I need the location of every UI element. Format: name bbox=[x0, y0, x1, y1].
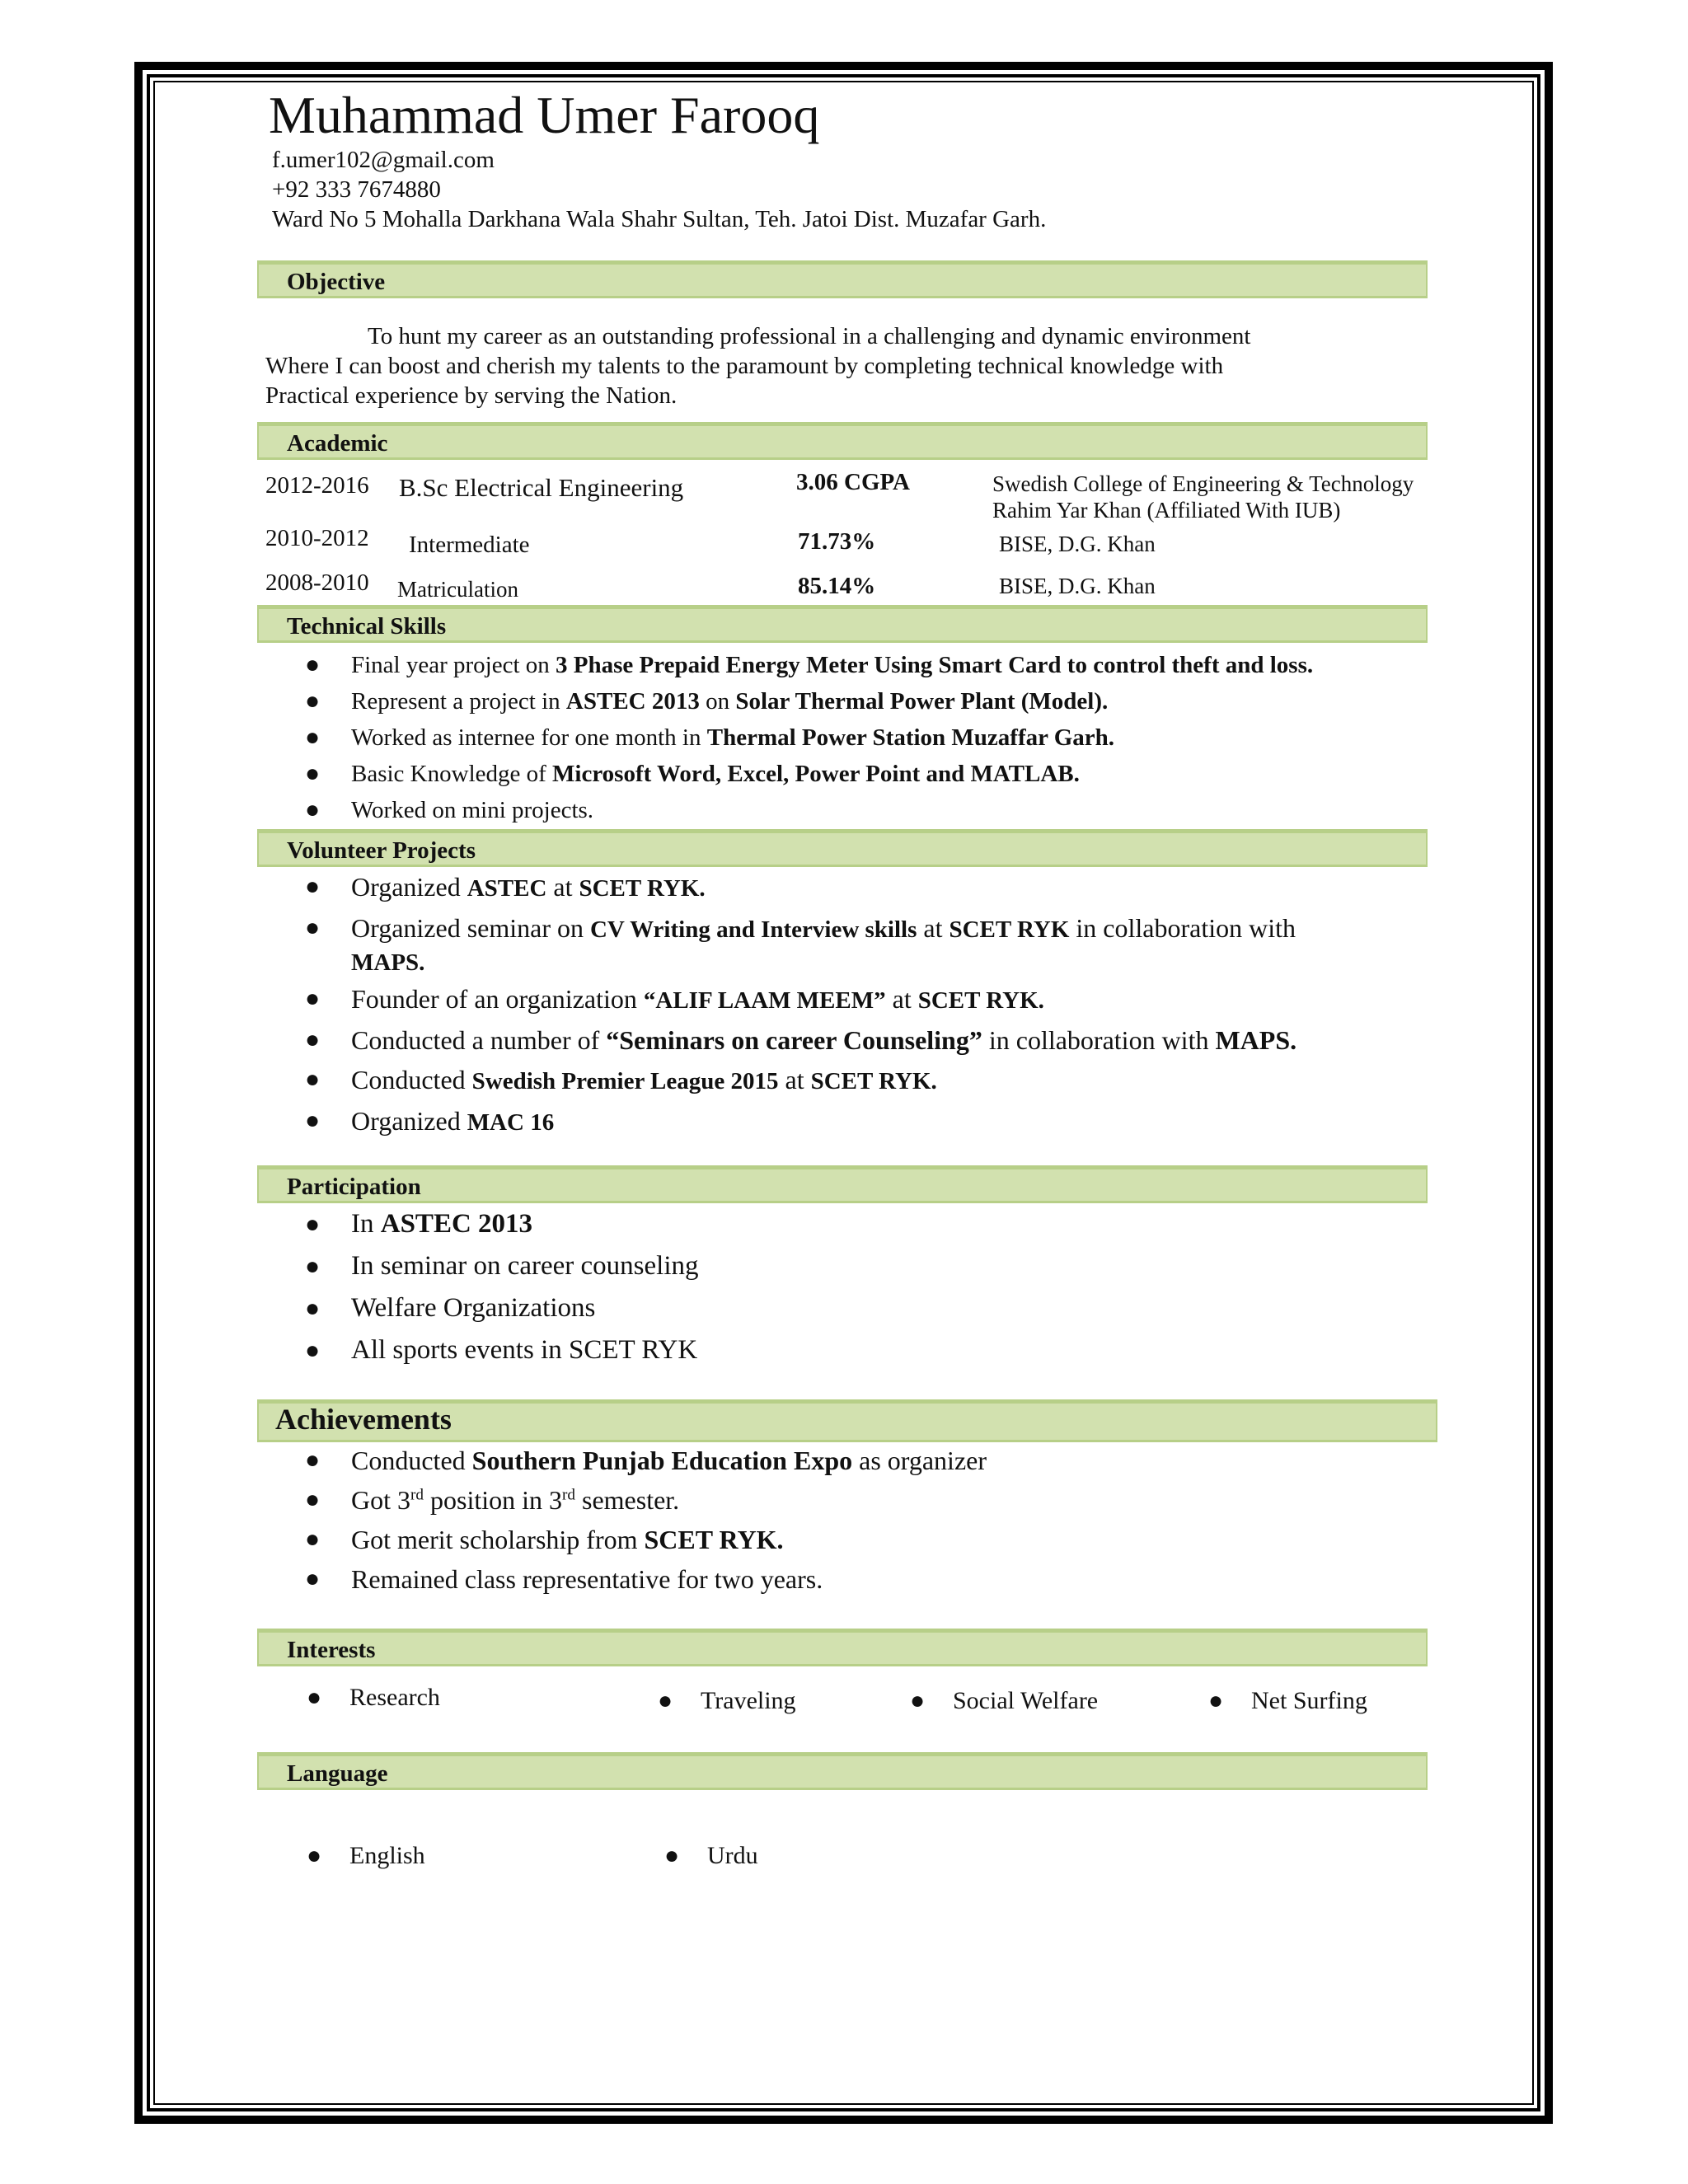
candidate-name: Muhammad Umer Farooq bbox=[269, 86, 820, 144]
list-item: MAPS. bbox=[351, 949, 425, 976]
bullet-icon: ● bbox=[305, 687, 321, 715]
interest-item: ● Social Welfare bbox=[910, 1687, 1099, 1714]
language-item: ● English bbox=[307, 1842, 425, 1869]
list-item: ● Conducted Southern Punjab Education Expo as organizer bbox=[305, 1441, 987, 1480]
volunteer-projects-list bbox=[305, 867, 1296, 1142]
bullet-icon: ● bbox=[305, 873, 321, 900]
interest-item: ● Research bbox=[307, 1684, 440, 1711]
email-text: f.umer102@gmail.com bbox=[272, 147, 495, 173]
bullet-icon: ● bbox=[1208, 1687, 1224, 1714]
academic-years: 2010-2012 bbox=[265, 525, 369, 551]
list-item: ● Final year project on 3 Phase Prepaid Energy Meter Using Smart Card to control theft and loss. bbox=[305, 647, 1313, 683]
section-header-volunteer-projects bbox=[257, 829, 1428, 867]
list-item: ● Welfare Organizations bbox=[305, 1287, 699, 1329]
academic-score: 3.06 CGPA bbox=[796, 469, 911, 495]
section-title: Academic bbox=[287, 430, 388, 457]
academic-score: 71.73% bbox=[798, 528, 876, 555]
bullet-icon: ● bbox=[305, 914, 321, 941]
academic-institute: BISE, D.G. Khan bbox=[999, 574, 1156, 598]
bullet-icon: ● bbox=[305, 760, 321, 787]
academic-degree: Intermediate bbox=[409, 532, 530, 558]
address-text: Ward No 5 Mohalla Darkhana Wala Shahr Sultan, Teh. Jatoi Dist. Muzafar Garh. bbox=[272, 206, 1047, 232]
bullet-icon: ● bbox=[305, 1211, 321, 1238]
bullet-icon: ● bbox=[305, 1486, 321, 1513]
academic-institute: BISE, D.G. Khan bbox=[999, 532, 1156, 556]
academic-degree: Matriculation bbox=[397, 577, 518, 602]
list-item: ● Organized ASTEC at SCET RYK. bbox=[305, 867, 1296, 908]
section-header-objective bbox=[257, 260, 1428, 298]
list-item: ● Organized MAC 16 bbox=[305, 1101, 1296, 1142]
list-item: ● Conducted a number of “Seminars on career Counseling” in collaboration with MAPS. bbox=[305, 1020, 1296, 1060]
academic-institute-line-2: Rahim Yar Khan (Affiliated With IUB) bbox=[992, 498, 1341, 523]
list-item: ● In ASTEC 2013 bbox=[305, 1203, 699, 1245]
list-item: ● Remained class representative for two years. bbox=[305, 1559, 987, 1599]
bullet-icon: ● bbox=[305, 1526, 321, 1553]
section-title: Language bbox=[287, 1760, 388, 1787]
participation-list bbox=[305, 1203, 699, 1371]
academic-score: 85.14% bbox=[798, 573, 876, 599]
interest-item: ● Net Surfing bbox=[1208, 1687, 1367, 1714]
list-item: ● Worked on mini projects. bbox=[305, 792, 1313, 828]
bullet-icon: ● bbox=[307, 1842, 322, 1869]
section-header-participation bbox=[257, 1165, 1428, 1203]
list-item: ● Worked as internee for one month in Thermal Power Station Muzaffar Garh. bbox=[305, 719, 1313, 756]
objective-line-2: Where I can boost and cherish my talents to the paramount by completing technical knowledge with bbox=[265, 353, 1224, 379]
bullet-icon: ● bbox=[305, 1107, 321, 1134]
bullet-icon: ● bbox=[910, 1687, 926, 1714]
phone-text: +92 333 7674880 bbox=[272, 176, 441, 203]
bullet-icon: ● bbox=[305, 1446, 321, 1474]
bullet-icon: ● bbox=[307, 1684, 322, 1711]
section-title: Objective bbox=[287, 269, 386, 295]
bullet-icon: ● bbox=[305, 985, 321, 1012]
bullet-icon: ● bbox=[305, 651, 321, 678]
bullet-icon: ● bbox=[305, 1337, 321, 1364]
interest-item: ● Traveling bbox=[658, 1687, 796, 1714]
section-title: Participation bbox=[287, 1174, 421, 1200]
bullet-icon: ● bbox=[305, 724, 321, 751]
academic-degree: B.Sc Electrical Engineering bbox=[399, 473, 684, 502]
list-item: ● In seminar on career counseling bbox=[305, 1245, 699, 1287]
list-item: ● Organized seminar on CV Writing and Interview skills at SCET RYK in collaboration with bbox=[305, 908, 1296, 949]
list-item: ● Basic Knowledge of Microsoft Word, Excel, Power Point and MATLAB. bbox=[305, 756, 1313, 792]
language-item: ● Urdu bbox=[664, 1842, 758, 1869]
technical-skills-list bbox=[305, 647, 1313, 828]
objective-line-1: To hunt my career as an outstanding professional in a challenging and dynamic environment bbox=[368, 323, 1251, 349]
section-title: Volunteer Projects bbox=[287, 837, 476, 864]
list-item: ● Got merit scholarship from SCET RYK. bbox=[305, 1520, 987, 1559]
list-item: ● Represent a project in ASTEC 2013 on Solar Thermal Power Plant (Model). bbox=[305, 683, 1313, 719]
section-header-technical-skills bbox=[257, 605, 1428, 643]
list-item: ● All sports events in SCET RYK bbox=[305, 1329, 699, 1371]
section-title: Achievements bbox=[275, 1403, 452, 1436]
objective-line-3: Practical experience by serving the Nation. bbox=[265, 382, 678, 409]
section-header-achievements bbox=[257, 1399, 1437, 1442]
list-item: ● Founder of an organization “ALIF LAAM MEEM” at SCET RYK. bbox=[305, 979, 1296, 1020]
section-header-academic bbox=[257, 422, 1428, 460]
academic-years: 2008-2010 bbox=[265, 569, 369, 596]
bullet-icon: ● bbox=[664, 1842, 680, 1869]
section-title: Technical Skills bbox=[287, 613, 447, 640]
bullet-icon: ● bbox=[305, 1026, 321, 1053]
bullet-icon: ● bbox=[305, 796, 321, 823]
academic-years: 2012-2016 bbox=[265, 472, 369, 499]
bullet-icon: ● bbox=[305, 1565, 321, 1592]
section-header-language bbox=[257, 1752, 1428, 1790]
bullet-icon: ● bbox=[305, 1295, 321, 1322]
list-item: ● Conducted Swedish Premier League 2015 at SCET RYK. bbox=[305, 1060, 1296, 1101]
bullet-icon: ● bbox=[658, 1687, 673, 1714]
list-item: ● Got 3rd position in 3rd semester. bbox=[305, 1480, 987, 1520]
section-header-interests bbox=[257, 1629, 1428, 1666]
bullet-icon: ● bbox=[305, 1066, 321, 1093]
achievements-list bbox=[305, 1441, 987, 1599]
section-title: Interests bbox=[287, 1637, 376, 1663]
academic-institute: Swedish College of Engineering & Technology bbox=[992, 471, 1414, 496]
bullet-icon: ● bbox=[305, 1253, 321, 1280]
